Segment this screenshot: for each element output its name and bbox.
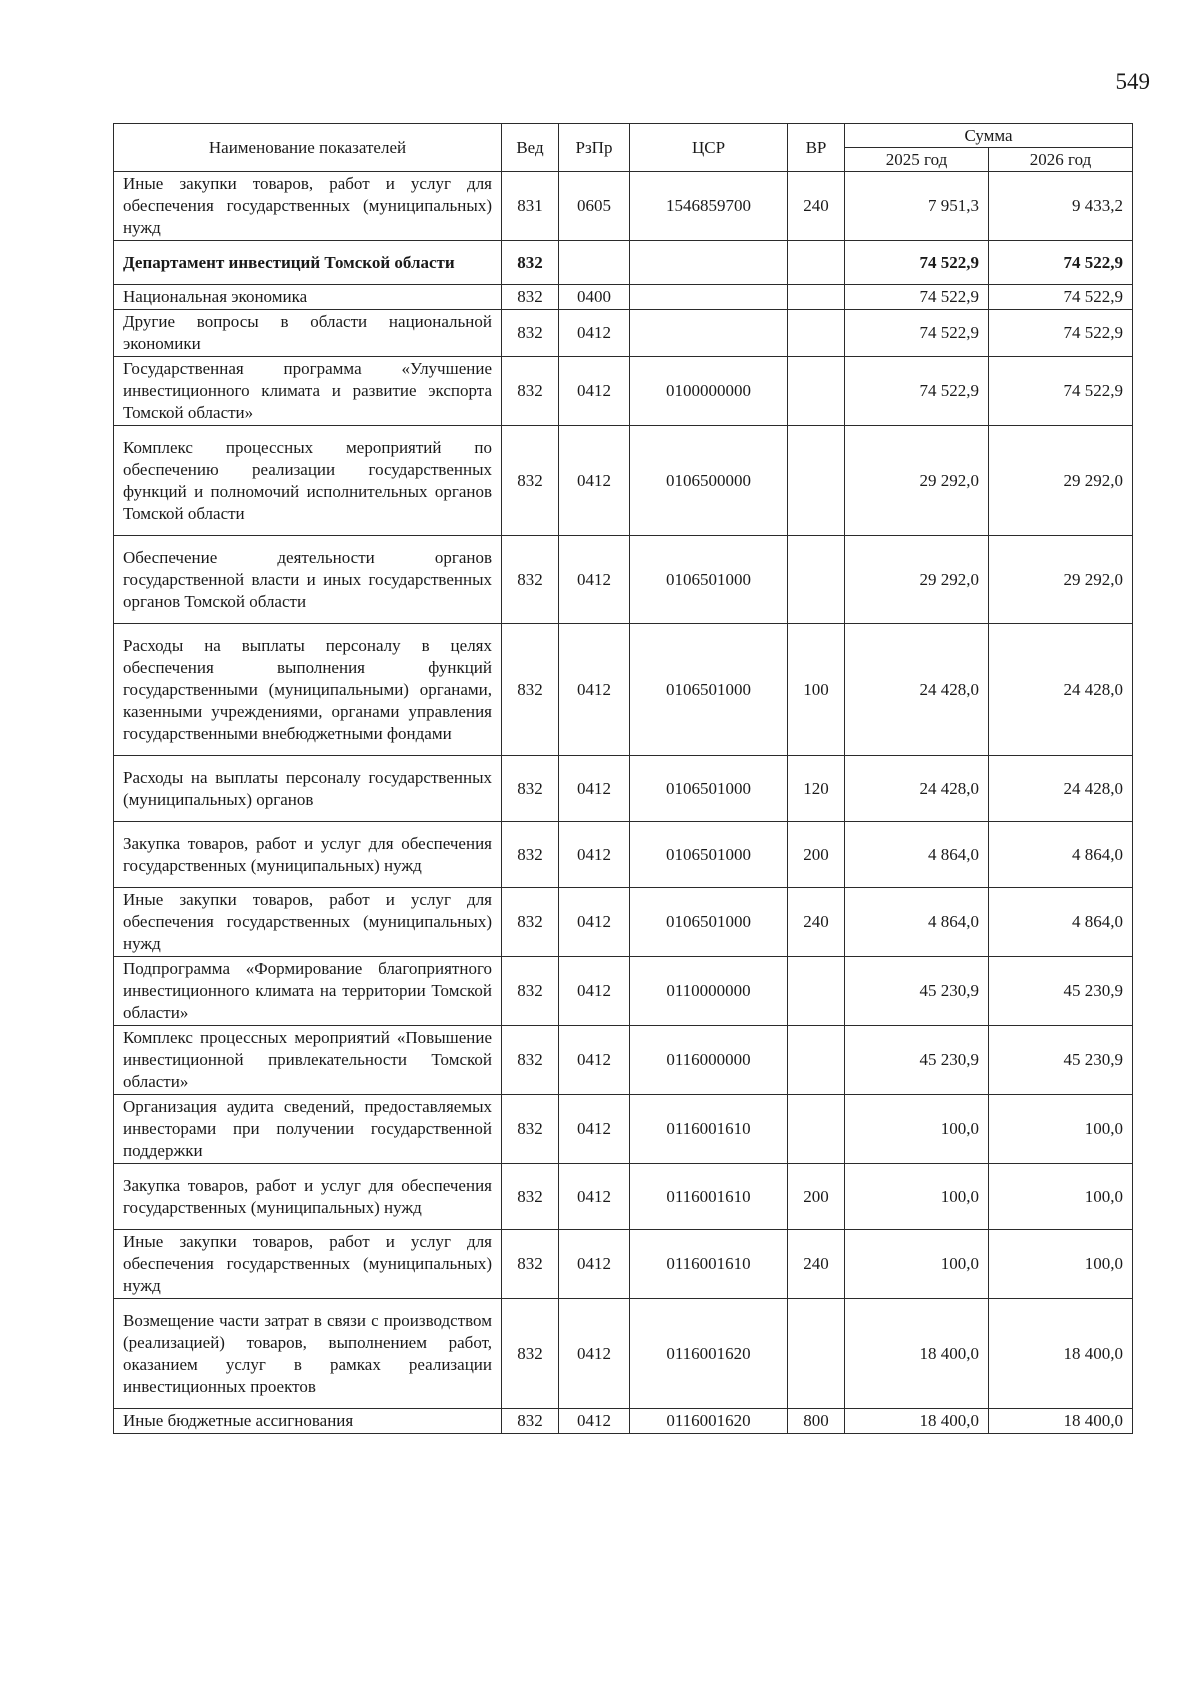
row-rzpr: 0412 (559, 957, 630, 1026)
row-ved: 832 (502, 957, 559, 1026)
row-ved: 832 (502, 357, 559, 426)
row-name: Комплекс процессных мероприятий «Повышение инвестиционной привлекательности Томской области» (114, 1026, 502, 1095)
row-csr (630, 310, 788, 357)
row-name: Государственная программа «Улучшение инвестиционного климата и развитие экспорта Томской области» (114, 357, 502, 426)
row-ved: 832 (502, 756, 559, 822)
table-row (114, 624, 1133, 756)
header-sum: Сумма (845, 124, 1133, 148)
row-ved: 832 (502, 624, 559, 756)
row-vr: 200 (788, 822, 845, 888)
row-sum-2025: 74 522,9 (845, 241, 989, 285)
row-rzpr: 0412 (559, 1299, 630, 1409)
page-number: 549 (1115, 69, 1150, 94)
row-ved: 832 (502, 1299, 559, 1409)
row-vr (788, 957, 845, 1026)
table-row (114, 1409, 1133, 1434)
row-ved: 832 (502, 822, 559, 888)
row-rzpr: 0412 (559, 357, 630, 426)
row-rzpr: 0412 (559, 536, 630, 624)
row-sum-2026: 4 864,0 (989, 822, 1133, 888)
row-sum-2025: 18 400,0 (845, 1409, 989, 1434)
row-csr: 0116001610 (630, 1230, 788, 1299)
row-rzpr: 0412 (559, 310, 630, 357)
table-row (114, 536, 1133, 624)
row-rzpr: 0412 (559, 426, 630, 536)
row-name: Иные бюджетные ассигнования (114, 1409, 502, 1434)
row-name: Расходы на выплаты персоналу в целях обеспечения выполнения функций государственными (муниципальными) органами, казенными учреждениями, органами управления государственными внебюджетными фондами (114, 624, 502, 756)
table-row (114, 1095, 1133, 1164)
table-row (114, 241, 1133, 285)
row-csr: 0116000000 (630, 1026, 788, 1095)
row-sum-2026: 9 433,2 (989, 172, 1133, 241)
table-row (114, 1164, 1133, 1230)
row-name: Иные закупки товаров, работ и услуг для обеспечения государственных (муниципальных) нужд (114, 172, 502, 241)
table-body (114, 172, 1133, 1434)
row-sum-2026: 29 292,0 (989, 426, 1133, 536)
row-name: Национальная экономика (114, 285, 502, 310)
row-vr (788, 1299, 845, 1409)
row-vr (788, 310, 845, 357)
row-csr: 0116001620 (630, 1299, 788, 1409)
header-year-2025: 2025 год (845, 148, 989, 172)
row-name: Организация аудита сведений, предоставляемых инвесторами при получении государственной поддержки (114, 1095, 502, 1164)
table-row (114, 426, 1133, 536)
row-csr: 0116001620 (630, 1409, 788, 1434)
row-ved: 832 (502, 426, 559, 536)
row-ved: 832 (502, 285, 559, 310)
row-sum-2025: 4 864,0 (845, 888, 989, 957)
row-ved: 832 (502, 888, 559, 957)
header-rzpr: РзПр (559, 124, 630, 172)
row-vr: 240 (788, 1230, 845, 1299)
row-csr: 0116001610 (630, 1164, 788, 1230)
row-sum-2026: 74 522,9 (989, 310, 1133, 357)
table-header (114, 124, 1133, 172)
row-csr: 0106501000 (630, 756, 788, 822)
row-name: Иные закупки товаров, работ и услуг для обеспечения государственных (муниципальных) нужд (114, 1230, 502, 1299)
row-name: Иные закупки товаров, работ и услуг для обеспечения государственных (муниципальных) нужд (114, 888, 502, 957)
row-csr (630, 285, 788, 310)
table-row (114, 756, 1133, 822)
row-name: Подпрограмма «Формирование благоприятного инвестиционного климата на территории Томской области» (114, 957, 502, 1026)
row-sum-2026: 100,0 (989, 1230, 1133, 1299)
row-csr: 1546859700 (630, 172, 788, 241)
row-sum-2025: 74 522,9 (845, 285, 989, 310)
row-name: Обеспечение деятельности органов государственной власти и иных государственных органов Томской области (114, 536, 502, 624)
row-rzpr: 0412 (559, 1164, 630, 1230)
table-row (114, 888, 1133, 957)
row-sum-2025: 45 230,9 (845, 957, 989, 1026)
row-vr (788, 285, 845, 310)
header-name: Наименование показателей (114, 124, 502, 172)
row-sum-2025: 7 951,3 (845, 172, 989, 241)
row-csr: 0106501000 (630, 536, 788, 624)
row-vr: 100 (788, 624, 845, 756)
row-sum-2025: 45 230,9 (845, 1026, 989, 1095)
row-rzpr: 0412 (559, 888, 630, 957)
row-csr: 0100000000 (630, 357, 788, 426)
row-ved: 832 (502, 310, 559, 357)
row-csr: 0110000000 (630, 957, 788, 1026)
row-sum-2026: 24 428,0 (989, 624, 1133, 756)
row-vr (788, 536, 845, 624)
row-sum-2025: 18 400,0 (845, 1299, 989, 1409)
row-sum-2026: 45 230,9 (989, 957, 1133, 1026)
row-sum-2026: 18 400,0 (989, 1409, 1133, 1434)
row-vr (788, 357, 845, 426)
row-sum-2025: 29 292,0 (845, 536, 989, 624)
header-ved: Вед (502, 124, 559, 172)
budget-table (113, 123, 1133, 1434)
row-rzpr (559, 241, 630, 285)
row-sum-2026: 18 400,0 (989, 1299, 1133, 1409)
row-rzpr: 0412 (559, 822, 630, 888)
row-sum-2025: 100,0 (845, 1164, 989, 1230)
table-row (114, 310, 1133, 357)
row-sum-2026: 74 522,9 (989, 241, 1133, 285)
row-ved: 832 (502, 536, 559, 624)
row-name: Комплекс процессных мероприятий по обеспечению реализации государственных функций и полномочий исполнительных органов Томской области (114, 426, 502, 536)
row-sum-2025: 74 522,9 (845, 310, 989, 357)
row-name: Возмещение части затрат в связи с производством (реализацией) товаров, выполнением работ, оказанием услуг в рамках реализации инвестиционных проектов (114, 1299, 502, 1409)
row-name: Другие вопросы в области национальной экономики (114, 310, 502, 357)
row-vr (788, 426, 845, 536)
row-sum-2026: 29 292,0 (989, 536, 1133, 624)
table-row (114, 357, 1133, 426)
row-sum-2025: 4 864,0 (845, 822, 989, 888)
row-ved: 832 (502, 1230, 559, 1299)
row-sum-2026: 4 864,0 (989, 888, 1133, 957)
row-vr: 240 (788, 888, 845, 957)
table-row (114, 285, 1133, 310)
row-vr: 800 (788, 1409, 845, 1434)
row-name: Расходы на выплаты персоналу государственных (муниципальных) органов (114, 756, 502, 822)
header-year-2026: 2026 год (989, 148, 1133, 172)
row-ved: 832 (502, 1164, 559, 1230)
row-csr (630, 241, 788, 285)
table-row (114, 1299, 1133, 1409)
row-csr: 0106501000 (630, 624, 788, 756)
row-vr (788, 1095, 845, 1164)
row-sum-2026: 74 522,9 (989, 357, 1133, 426)
row-csr: 0106501000 (630, 888, 788, 957)
row-csr: 0116001610 (630, 1095, 788, 1164)
row-sum-2026: 100,0 (989, 1095, 1133, 1164)
row-sum-2026: 24 428,0 (989, 756, 1133, 822)
row-sum-2026: 45 230,9 (989, 1026, 1133, 1095)
row-rzpr: 0412 (559, 1026, 630, 1095)
row-rzpr: 0412 (559, 756, 630, 822)
row-vr: 200 (788, 1164, 845, 1230)
table-row (114, 1026, 1133, 1095)
row-ved: 832 (502, 1095, 559, 1164)
row-sum-2025: 74 522,9 (845, 357, 989, 426)
row-name: Закупка товаров, работ и услуг для обеспечения государственных (муниципальных) нужд (114, 1164, 502, 1230)
row-ved: 832 (502, 1026, 559, 1095)
table-row (114, 957, 1133, 1026)
row-rzpr: 0412 (559, 1409, 630, 1434)
row-ved: 832 (502, 1409, 559, 1434)
row-sum-2025: 100,0 (845, 1230, 989, 1299)
row-vr (788, 1026, 845, 1095)
row-ved: 831 (502, 172, 559, 241)
row-sum-2025: 24 428,0 (845, 624, 989, 756)
row-sum-2026: 100,0 (989, 1164, 1133, 1230)
row-ved: 832 (502, 241, 559, 285)
row-csr: 0106501000 (630, 822, 788, 888)
row-vr: 240 (788, 172, 845, 241)
row-sum-2026: 74 522,9 (989, 285, 1133, 310)
row-vr (788, 241, 845, 285)
row-rzpr: 0400 (559, 285, 630, 310)
table-row (114, 1230, 1133, 1299)
header-vr: ВР (788, 124, 845, 172)
row-vr: 120 (788, 756, 845, 822)
row-rzpr: 0412 (559, 1230, 630, 1299)
row-rzpr: 0412 (559, 1095, 630, 1164)
row-rzpr: 0605 (559, 172, 630, 241)
row-sum-2025: 100,0 (845, 1095, 989, 1164)
row-name: Закупка товаров, работ и услуг для обеспечения государственных (муниципальных) нужд (114, 822, 502, 888)
header-csr: ЦСР (630, 124, 788, 172)
row-sum-2025: 24 428,0 (845, 756, 989, 822)
row-rzpr: 0412 (559, 624, 630, 756)
row-sum-2025: 29 292,0 (845, 426, 989, 536)
row-name: Департамент инвестиций Томской области (114, 241, 502, 285)
table-row (114, 172, 1133, 241)
table-row (114, 822, 1133, 888)
row-csr: 0106500000 (630, 426, 788, 536)
